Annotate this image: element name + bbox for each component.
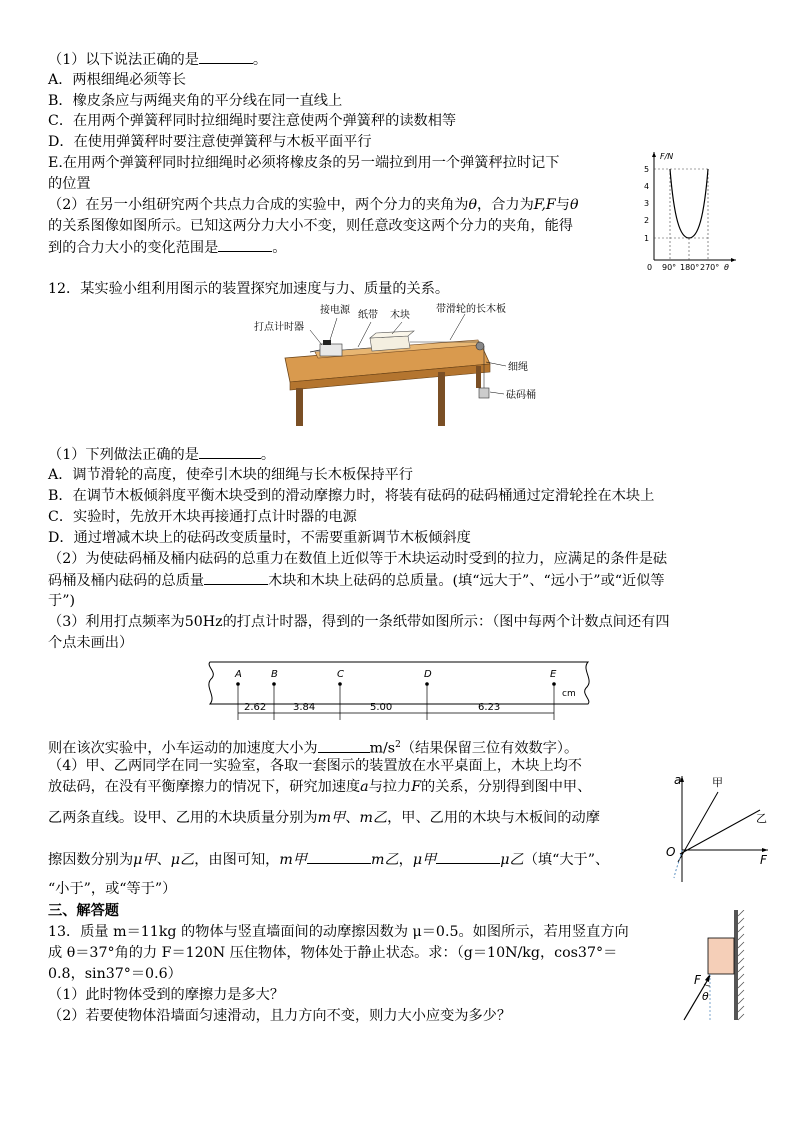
wall [734,910,738,1020]
point-d: D [424,669,432,680]
point-a: A [235,669,242,680]
x-tick-0: 0 [647,263,653,272]
a-f-graph [660,770,775,890]
y-axis-label: F/N [660,152,674,161]
q12-p3-line1: （3）利用打点频率为50Hz的打点计时器，得到的一条纸带如图所示：（图中每两个计数点间还有四 [48,614,670,630]
y-tick-labels [644,165,649,243]
section-title: 三、解答题 [48,903,119,919]
q12-p4-line1: （4）甲、乙两同学在同一实验室，各取一套图示的装置放在水平桌面上，木块上均不 [48,758,582,774]
label-bucket: 砝码桶 [506,390,536,401]
y-tick-5: 5 [644,165,650,174]
q13-line2: 成 θ＝37°角的力 F＝120N 压住物体，物体处于静止状态。求：（g＝10N/kg，cos37°＝ [48,945,618,961]
q12-p4-line5: “小于”，或“等于”） [48,881,177,897]
label-block: 木块 [390,310,410,321]
q12-p2-line3: 于”) [48,593,75,609]
answer-blank[interactable] [199,49,253,64]
block [370,336,410,351]
q11-option-c: C．在用两个弹簧秤同时拉细绳时要注意使两个弹簧秤的读数相等 [48,113,457,129]
answer-blank[interactable] [218,237,272,252]
q11-p2-line3: 到的合力大小的变化范围是 。 [48,237,286,258]
q11-option-e-line2: 的位置 [48,176,91,192]
tape-points [236,682,556,686]
answer-blank[interactable] [199,444,261,459]
a-axis-label: a [674,773,682,787]
wall-hatching [738,910,744,1020]
y-tick-2: 2 [644,216,650,225]
x-axis-label: θ [724,263,729,272]
bucket [479,388,489,398]
block [708,938,734,974]
x-tick-180: 180° [680,263,700,272]
label-jia: 甲 [712,776,723,789]
q12-option-b: B．在调节木板倾斜度平衡木块受到的滑动摩擦力时，将装有砝码的砝码桶通过定滑轮拴在木块上 [48,488,655,504]
q12-p2-line2: 码桶及桶内砝码的总质量 木块和木块上砝码的总质量。(填“远大于”、“远小于”或“近似等 [48,570,665,591]
y-tick-4: 4 [644,182,650,191]
x-tick-90: 90° [662,263,677,272]
q12-title: 12．某实验小组利用图示的装置探究加速度与力、质量的关系。 [48,281,450,297]
q12-p4-line4: 擦因数分别为μ甲、μ乙，由图可知，m甲 m乙，μ甲 μ乙（填“大于”、 [48,849,609,870]
f-theta-graph [640,148,740,273]
q12-option-a: A．调节滑轮的高度，使牵引木块的细绳与长木板保持平行 [48,467,413,483]
apparatus-figure [250,300,550,430]
segment-de: 6.23 [478,702,501,713]
f-theta-curve [670,169,708,238]
segment-bc: 3.84 [293,702,316,713]
label-tape: 纸带 [358,310,378,321]
q11-option-e-line1: E.在用两个弹簧秤同时拉细绳时必须将橡皮条的另一端拉到用一个弹簧秤拉时记下 [48,155,560,171]
timer [320,344,342,356]
y-tick-3: 3 [644,199,650,208]
pulley [476,342,484,350]
f-axis-label: F [760,853,767,867]
y-tick-1: 1 [644,234,650,243]
point-b: B [271,669,278,680]
q12-p4-line3: 乙两条直线。设甲、乙用的木块质量分别为m甲、m乙，甲、乙用的木块与木板间的动摩 [48,810,600,826]
label-string: 细绳 [508,362,528,373]
q13-line3: 0.8，sin37°＝0.6） [48,966,182,982]
table-leg [438,372,445,426]
q12-p3-line2: 个点未画出） [48,635,134,651]
origin-label: O [666,845,676,859]
wall-force-figure [672,910,752,1030]
answer-blank[interactable] [436,849,500,864]
q11-p2-line2: 的关系图像如图所示。已知这两分力大小不变，则任意改变这两个分力的夹角，能得 [48,218,573,234]
segment-cd: 5.00 [370,702,393,713]
q11-option-d: D．在使用弹簧秤时要注意使弹簧秤与木板平面平行 [48,134,372,150]
table-leg [296,388,303,426]
point-e: E [550,669,557,680]
q11-p2-line1: （2）在另一小组研究两个共点力合成的实验中，两个分力的夹角为θ，合力为F,F与θ [48,197,579,213]
q11-option-a: A．两根细绳必须等长 [48,72,186,88]
label-board: 带滑轮的长木板 [436,304,506,315]
q12-option-c: C．实验时，先放开木块再接通打点计时器的电源 [48,509,357,525]
q12-p2-line1: （2）为使砝码桶及桶内砝码的总重力在数值上近似等于木块运动时受到的拉力，应满足的条件是砝 [48,551,668,567]
segment-ab: 2.62 [244,702,267,713]
label-power: 接电源 [320,305,350,316]
tape-unit: cm [562,689,576,699]
q13-question1: （1）此时物体受到的摩擦力是多大？ [48,987,285,1003]
line-yi [680,810,760,854]
paper-tape-figure [200,656,600,726]
label-yi: 乙 [756,812,767,825]
x-tick-270: 270° [700,263,720,272]
q13-question2: （2）若要使物体沿墙面匀速滑动，且力方向不变，则力大小应变为多少？ [48,1008,512,1024]
force-label: F [694,973,701,987]
table-leg [476,366,481,388]
answer-blank[interactable] [204,570,268,585]
q12-p3-result: 则在该次实验中，小车运动的加速度大小为 $m/s^2$（结果保留三位有效数字）。 [48,735,578,759]
q11-p1-stem: （1）以下说法正确的是 。 [48,49,267,70]
answer-blank[interactable] [307,849,371,864]
q12-p1-stem: （1）下列做法正确的是 。 [48,444,275,465]
point-c: C [337,669,344,680]
tape-outline [209,662,589,704]
x-tick-labels [647,263,729,272]
label-timer: 打点计时器 [254,322,304,333]
theta-label: θ [702,990,709,1003]
q13-line1: 13．质量 m＝11kg 的物体与竖直墙面间的动摩擦因数为 μ＝0.5。如图所示，若用竖直方向 [48,924,629,940]
q12-p4-line2: 放砝码，在没有平衡摩擦力的情况下，研究加速度a与拉力F的关系，分别得到图中甲、 [48,779,592,795]
q11-option-b: B．橡皮条应与两绳夹角的平分线在同一直线上 [48,93,343,109]
answer-blank[interactable] [318,738,370,753]
q12-option-d: D．通过增减木块上的砝码改变质量时，不需要重新调节木板倾斜度 [48,530,471,546]
